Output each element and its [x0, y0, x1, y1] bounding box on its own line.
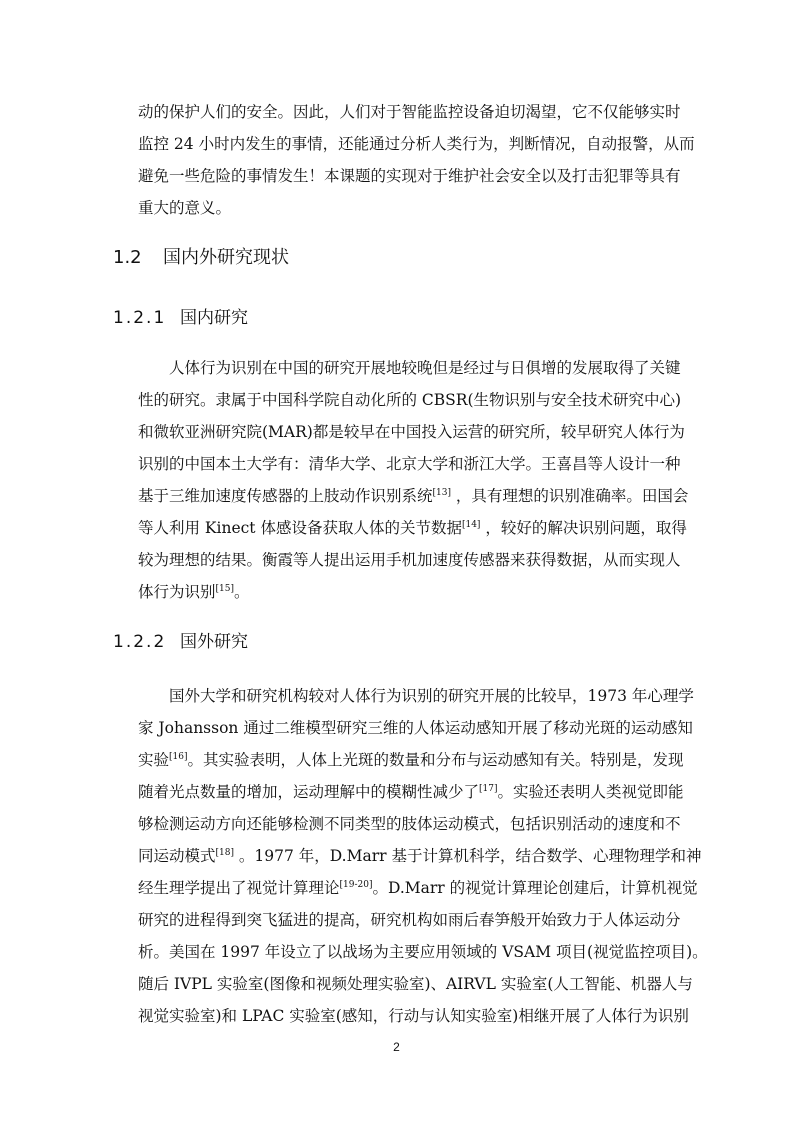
text-line: 人体行为识别在中国的研究开展地较晚但是经过与日俱增的发展取得了关键 — [169, 359, 681, 377]
text-line: 动的保护人们的安全。因此，人们对于智能监控设备迫切渴望，它不仅能够实时 — [138, 103, 681, 121]
citation: [15] — [215, 584, 234, 594]
section-heading-1-2-1 — [113, 305, 248, 331]
citation: [17] — [479, 784, 498, 794]
text-line: 基于三维加速度传感器的上肢动作识别系统[13] ，具有理想的识别准确率。田国会 — [138, 487, 689, 505]
text-line: 识别的中国本土大学有：清华大学、北京大学和浙江大学。王喜昌等人设计一种 — [138, 455, 681, 473]
text-line: 家 Johansson 通过二维模型研究三维的人体运动感知开展了移动光斑的运动感知 — [138, 719, 693, 737]
citation: [19-20] — [339, 880, 373, 890]
text-line: 视觉实验室)和 LPAC 实验室(感知，行动与认知实验室)相继开展了人体行为识别 — [138, 1007, 689, 1025]
paragraph-domestic — [138, 352, 689, 608]
section-number: 1.2.2 — [113, 632, 167, 652]
citation: [14] — [461, 520, 481, 530]
section-number: 1.2 — [113, 247, 142, 268]
text-line: 同运动模式[18] 。1977 年，D.Marr 基于计算机科学，结合数学、心理物理学和神 — [138, 847, 702, 865]
citation: [18] — [215, 848, 234, 858]
text-line: 研究的进程得到突飞猛进的提高，研究机构如雨后春笋般开始致力于人体运动分 — [138, 911, 681, 929]
citation: [16] — [169, 752, 188, 762]
text-line: 监控 24 小时内发生的事情，还能通过分析人类行为，判断情况，自动报警，从而 — [138, 135, 695, 153]
text-line: 实验[16]。其实验表明，人体上光斑的数量和分布与运动感知有关。特别是，发现 — [138, 751, 684, 769]
paragraph-foreign — [138, 680, 708, 1032]
text-line: 和微软亚洲研究院(MAR)都是较早在中国投入运营的研究所，较早研究人体行为 — [138, 423, 685, 441]
text-line: 随着光点数量的增加，运动理解中的模糊性减少了[17]。实验还表明人类视觉即能 — [138, 783, 684, 801]
section-title: 国外研究 — [180, 632, 248, 652]
paragraph-intro — [138, 96, 695, 224]
section-title: 国内研究 — [180, 308, 248, 328]
text-line: 等人利用 Kinect 体感设备获取人体的关节数据[14] ，较好的解决识别问题，取得 — [138, 519, 687, 537]
text-line: 避免一些危险的事情发生！本课题的实现对于维护社会安全以及打击犯罪等具有 — [138, 167, 681, 185]
text-line: 经生理学提出了视觉计算理论[19-20]。D.Marr 的视觉计算理论创建后，计算机视觉 — [138, 879, 698, 897]
text-line: 够检测运动方向还能够检测不同类型的肢体运动模式，包括识别活动的速度和不 — [138, 815, 681, 833]
text-line: 随后 IVPL 实验室(图像和视频处理实验室)、AIRVL 实验室(人工智能、机器人与 — [138, 975, 693, 993]
text-line: 析。美国在 1997 年设立了以战场为主要应用领域的 VSAM 项目(视觉监控项目)。 — [138, 943, 708, 961]
section-heading-1-2-2 — [113, 629, 248, 655]
text-line: 性的研究。隶属于中国科学院自动化所的 CBSR(生物识别与安全技术研究中心) — [138, 391, 682, 409]
page-number: 2 — [393, 1040, 400, 1054]
section-heading-1-2 — [113, 244, 289, 272]
text-line: 重大的意义。 — [138, 199, 232, 217]
text-line: 较为理想的结果。衡霞等人提出运用手机加速度传感器来获得数据，从而实现人 — [138, 551, 681, 569]
text-line: 国外大学和研究机构较对人体行为识别的研究开展的比较早，1973 年心理学 — [169, 687, 694, 705]
citation: [13] — [432, 488, 451, 498]
text-line: 体行为识别[15]。 — [138, 583, 250, 601]
section-title: 国内外研究现状 — [163, 247, 289, 268]
section-number: 1.2.1 — [113, 308, 167, 328]
